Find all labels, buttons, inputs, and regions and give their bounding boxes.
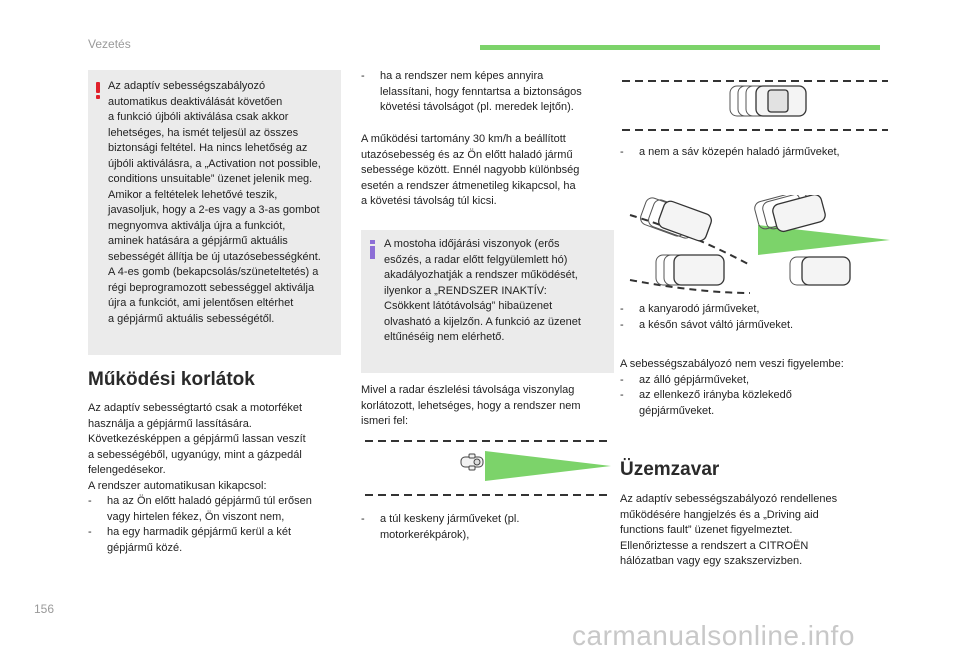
car-icon: [674, 255, 724, 285]
right-bullet: - az álló gépjárműveket,: [620, 374, 750, 386]
car-icon: [771, 195, 827, 233]
right-bullet: - a kanyarodó járműveket,: [620, 303, 760, 315]
page-number: 156: [34, 602, 55, 616]
warning-text: Az adaptív sebességszabályozó automatikus deaktiválását követően a funkció újbóli aktiválása csak akkor lehetséges, ha ismét teljesül az összes biztonsági feltétel. Ha nincs lehetőség az újbóli aktiválásra, a „Activation not possible, conditions unsuitable” üzenet jelenik meg. Amikor a feltételek lehetővé teszik, javasoljuk, hogy a 2-es vagy a 3-as gombot megnyomva aktiválja újra a funkciót, aminek hatására a gépjármű aktuális sebességét állítja be új utazósebességként. A 4-es gomb (bekapcsolás/szüneteltetés) a régi beprogramozott sebességgel aktiválja újra a funkciót, ami jelentősen eltérhet a gépjármű aktuális sebességétől.: [108, 80, 321, 325]
limits-bullet: - ha egy harmadik gépjármű kerül a két gépjármű közé.: [88, 526, 292, 554]
middle-bullet: - a túl keskeny járműveket (pl. motorkerékpárok),: [361, 513, 520, 541]
car-icon: [756, 86, 806, 116]
watermark: carmanualsonline.info: [572, 620, 855, 651]
limits-bullet: - ha az Ön előtt haladó gépjármű túl erősen vagy hirtelen fékez, Ön viszont nem,: [88, 495, 312, 523]
motorcycle-illustration: [361, 436, 615, 498]
right-bullet: - a későn sávot váltó járműveket.: [620, 319, 794, 331]
info-text: A mostoha időjárási viszonyok (erős esőzés, a radar előtt felgyülemlett hó) akadályozhatják a rendszer működését, ilyenkor a „RENDSZER INAKTÍV: Csökkent látótávolság” hibaüzenet olvasható a kijelzőn. A funkció az üzenet eltűnéséig nem elérhető.: [384, 238, 581, 343]
ignored-paragraph: A sebességszabályozó nem veszi figyelembe:: [620, 358, 844, 370]
section-title: Vezetés: [88, 37, 131, 51]
warning-box: [88, 70, 341, 355]
motorcycle-icon: [461, 454, 483, 470]
exclamation-icon: [96, 82, 101, 98]
info-box: [361, 230, 614, 373]
middle-bullet: - ha a rendszer nem képes annyira lelassítani, hogy fenntartsa a biztonságos követési távolságot (pl. meredek lejtőn).: [361, 70, 582, 113]
radar-paragraph: Mivel a radar észlelési távolsága viszonylag korlátozott, lehetséges, hogy a rendszer nem ismeri fel:: [361, 384, 581, 427]
right-bullet: - a nem a sáv közepén haladó járműveket,: [620, 146, 840, 158]
limits-heading: Működési korlátok: [88, 369, 255, 390]
turning-vehicles-illustration: [620, 195, 892, 300]
range-paragraph: A működési tartomány 30 km/h a beállított utazósebesség és az Ön előtt haladó jármű sebessége között. Ennél nagyobb különbség esetén a rendszer átmenetileg kikapcsol, ha a követési távolság túl kicsi.: [361, 133, 580, 207]
off-center-vehicle-illustration: [620, 76, 892, 136]
limits-intro: Az adaptív sebességtartó csak a motorféket használja a gépjármű lassítására. Következésképpen a gépjármű lassan veszít a sebességéből, ugyanúgy, mint a gázpedál felengedésekor. A rendszer automatikusan kikapcsol:: [88, 402, 306, 492]
car-icon: [802, 257, 850, 285]
section-accent-bar: [480, 45, 880, 50]
info-icon: [370, 240, 376, 258]
right-bullet: - az ellenkező irányba közlekedő gépjárműveket.: [620, 389, 792, 417]
fault-heading: Üzemzavar: [620, 459, 720, 480]
fault-paragraph: Az adaptív sebességszabályozó rendellenes működésére hangjelzés és a „Driving aid functions fault” üzenet figyelmeztet. Ellenőriztesse a rendszert a CITROËN hálózatban vagy egy szakszervizben.: [620, 493, 838, 567]
car-icon: [657, 199, 714, 242]
